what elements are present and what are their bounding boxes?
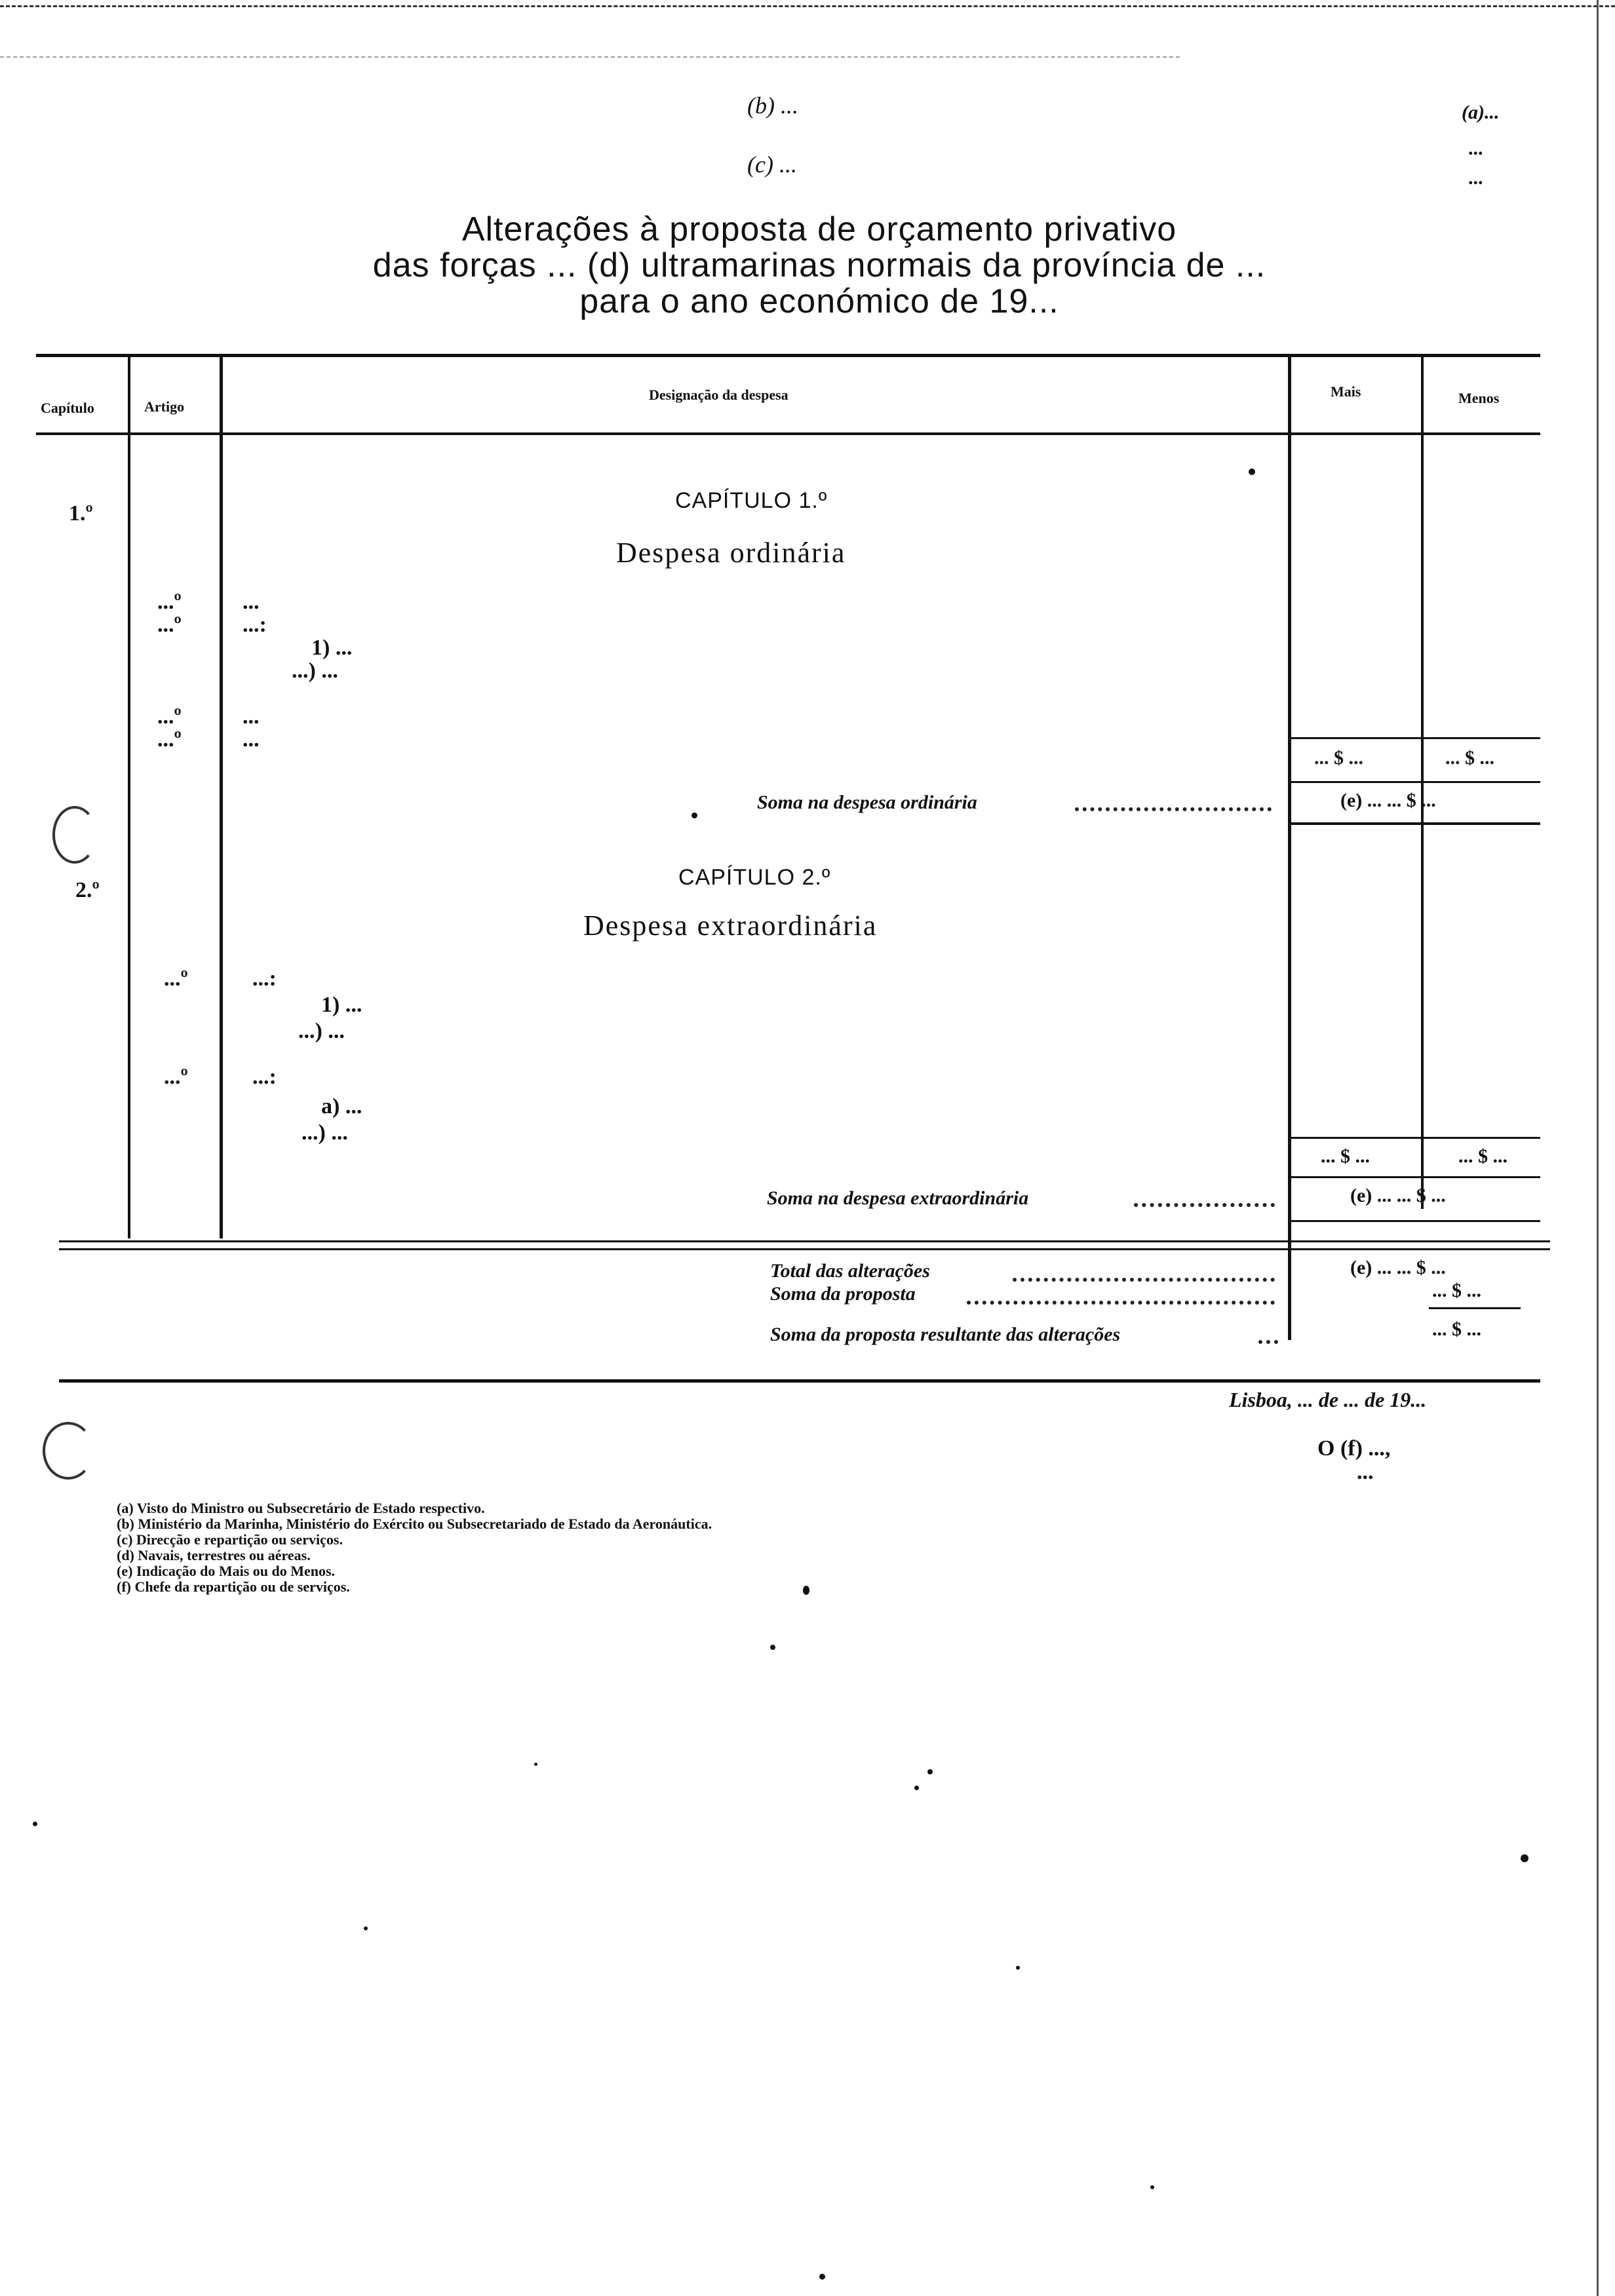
soma-resultante-leader [1258,1340,1278,1344]
chapter1-item-3: 1) ... [311,636,353,660]
chapter1-item-1: ... [243,590,260,614]
header-top-right-dots-1: ... [1468,138,1483,159]
scan-speck [534,1763,537,1766]
punch-hole-bottom [43,1422,94,1480]
footnote-d: (d) Navais, terrestres ou aéreas. [117,1547,311,1563]
totals-double-rule-1 [59,1240,1550,1242]
total-alteracoes-value: (e) ... ... $ ... [1350,1257,1446,1278]
chapter1-subtotal-menos: ... $ ... [1445,747,1494,769]
chapter2-item-3: ...) ... [298,1019,345,1043]
chapter2-name: Despesa extraordinária [583,909,878,942]
chapter2-article-1: ...º [164,966,188,991]
footnote-a: (a) Visto do Ministro ou Subsecretário de Estado respectivo. [117,1500,485,1516]
chapter2-sum-leader [1134,1203,1275,1207]
chapter2-item-1: ...: [252,966,277,991]
chapter2-item-2: 1) ... [321,993,362,1017]
chapter1-subtotal-mais: ... $ ... [1314,747,1363,769]
form-title-line-2: das forças ... (d) ultramarinas normais da província de ... [372,246,1266,284]
scan-speck [1150,2185,1154,2189]
scan-speck [364,1926,368,1930]
header-top-right-a: (a)... [1462,102,1500,123]
header-top-right-dots-2: ... [1468,167,1483,189]
chapter2-heading: CAPÍTULO 2.º [678,865,831,890]
table-bottom-rule [59,1379,1540,1383]
header-artigo: Artigo [144,398,185,415]
scan-speck [770,1645,775,1650]
scan-speck [691,813,697,818]
scan-speck [33,1822,37,1826]
chapter2-number: 2.º [75,878,100,902]
chapter2-sum-value: (e) ... ... $ ... [1350,1185,1446,1206]
header-menos: Menos [1458,390,1500,406]
footnote-f: (f) Chefe da repartição ou de serviços. [117,1578,350,1595]
right-edge-line [1597,0,1599,2296]
chapter2-sum-label: Soma na despesa extraordinária [767,1187,1029,1209]
footnotes [117,1501,1067,1595]
chapter1-article-2: ...º [157,613,182,637]
col-divider-designacao [1288,357,1291,1340]
footnote-e: (e) Indicação do Mais ou do Menos. [117,1563,336,1579]
soma-proposta-leader [967,1301,1275,1305]
chapter1-item-4: ...) ... [292,659,338,683]
chapter1-item-6: ... [243,727,260,752]
scan-speck [803,1586,809,1595]
table-top-rule [36,354,1540,357]
chapter2-item-5: a) ... [321,1094,362,1119]
chapter1-sum-rule-top [1291,781,1540,783]
col-divider-capitulo [128,357,130,1238]
chapter2-sum-rule-bottom [1291,1220,1540,1222]
chapter1-sum-value: (e) ... ... $ ... [1340,790,1436,811]
chapter1-sum-label: Soma na despesa ordinária [757,792,977,813]
chapter2-subtotal-rule [1291,1137,1540,1139]
header-c: (c) ... [747,151,797,178]
total-alteracoes-leader [1013,1278,1275,1282]
chapter1-heading: CAPÍTULO 1.º [675,488,828,513]
chapter2-item-4: ...: [252,1065,277,1089]
header-b: (b) ... [747,92,798,119]
place-date: Lisboa, ... de ... de 19... [1229,1388,1427,1411]
soma-proposta-underline [1429,1307,1521,1309]
scan-speck [927,1769,933,1774]
soma-resultante-label: Soma da proposta resultante das alterações [770,1324,1121,1345]
chapter1-article-3: ...º [157,704,182,729]
chapter2-subtotal-mais: ... $ ... [1321,1145,1370,1167]
col-divider-artigo [220,357,223,1238]
chapter1-item-5: ... [243,704,260,729]
chapter2-sum-rule-top [1291,1176,1540,1178]
header-capitulo: Capítulo [41,400,94,416]
col-divider-mais [1421,357,1424,1209]
chapter1-sum-leader [1075,807,1272,811]
soma-proposta-value: ... $ ... [1432,1280,1481,1301]
chapter1-name: Despesa ordinária [616,537,846,569]
chapter2-item-6: ...) ... [302,1120,348,1145]
chapter1-article-4: ...º [157,727,182,752]
header-designacao: Designação da despesa [649,387,788,403]
scan-speck [1016,1966,1020,1970]
chapter1-subtotal-rule [1291,737,1540,739]
punch-hole-top [52,806,97,864]
chapter1-number: 1.º [69,501,93,526]
soma-proposta-label: Soma da proposta [770,1283,916,1305]
signer: O (f) ..., [1317,1436,1391,1461]
scan-speck [1249,469,1255,475]
signer-dots: ... [1357,1460,1374,1484]
form-title-line-3: para o ano económico de 19... [579,282,1059,320]
chapter2-subtotal-menos: ... $ ... [1458,1145,1508,1167]
scan-speck [819,2274,825,2280]
footnote-c: (c) Direcção e repartição ou serviços. [117,1531,343,1548]
chapter1-sum-rule-bottom [1291,822,1540,825]
totals-double-rule-2 [59,1248,1550,1250]
header-mais: Mais [1331,383,1361,400]
footnote-b: (b) Ministério da Marinha, Ministério do Exército ou Subsecretariado de Estado da Aeronáutica. [117,1516,712,1532]
soma-resultante-value: ... $ ... [1432,1318,1481,1340]
chapter1-article-1: ...º [157,590,182,614]
table-header-rule [36,432,1540,435]
chapter1-item-2: ...: [243,613,267,637]
scan-speck [914,1786,919,1790]
top-edge-line [0,5,1615,7]
scan-speck [1521,1854,1528,1862]
form-title-line-1: Alterações à proposta de orçamento privativo [461,210,1177,248]
top-edge-line-2 [0,56,1180,58]
chapter2-article-2: ...º [164,1065,188,1089]
total-alteracoes-label: Total das alterações [770,1260,930,1282]
